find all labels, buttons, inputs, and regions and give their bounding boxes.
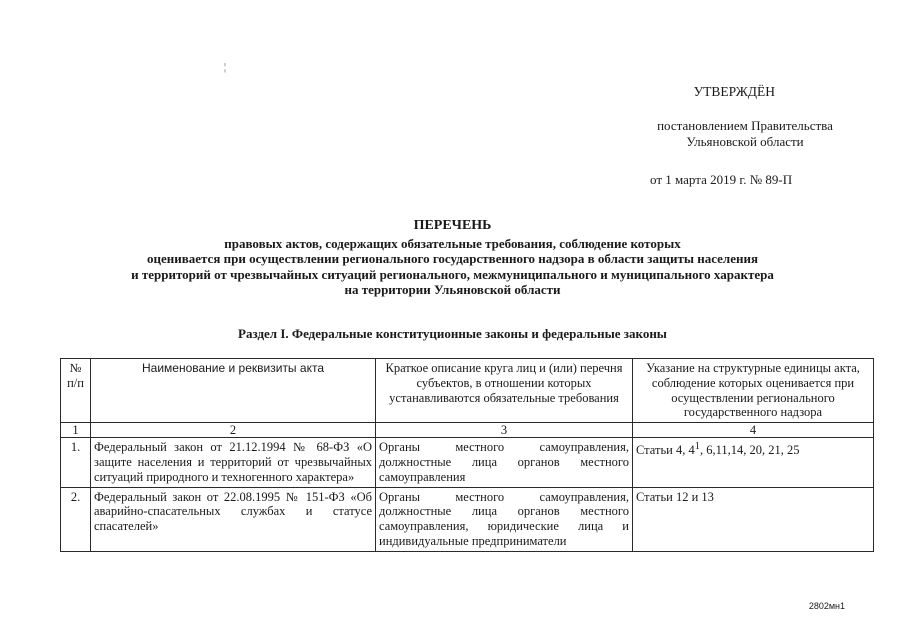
column-number-2: 2	[91, 423, 376, 438]
table-row	[61, 487, 874, 551]
title-main: ПЕРЕЧЕНЬ	[413, 218, 492, 233]
document-stamp: 2802мн1	[808, 601, 845, 611]
column-number-1: 1	[61, 423, 91, 438]
units-superscript: 1	[694, 441, 700, 453]
row-structural-units: Статьи 12 и 13	[633, 487, 874, 551]
header-structural-units: Указание на структурные единицы акта, соблюдение которых оценивается при осуществлении регионального государственного надзора	[633, 359, 874, 423]
row-structural-units	[633, 438, 874, 487]
header-number: № п/п	[61, 359, 91, 423]
acts-table	[60, 358, 874, 552]
approval-date: от 1 марта 2019 г. № 89-П	[650, 172, 793, 187]
row-subjects: Органы местного самоуправления, должностные лица органов местного самоуправления	[376, 438, 633, 487]
row-number: 2.	[61, 487, 91, 551]
column-number-3: 3	[376, 423, 633, 438]
scan-mark: ¦	[224, 62, 227, 73]
title-line-2: оценивается при осуществлении регионального государственного надзора в области защиты населения	[146, 251, 759, 266]
document-title	[40, 218, 865, 298]
column-number-row	[61, 423, 874, 438]
title-line-1: правовых актов, содержащих обязательные требования, соблюдение которых	[224, 235, 681, 251]
row-subjects: Органы местного самоуправления, должностные лица органов местного самоуправления, юридические лица и индивидуальные предприниматели	[376, 487, 633, 551]
title-line-4: на территории Ульяновской области	[344, 282, 561, 297]
row-act: Федеральный закон от 22.08.1995 № 151-ФЗ «Об аварийно-спасательных службах и статусе спасателей»	[91, 487, 376, 551]
approved-heading: УТВЕРЖДЁН	[693, 84, 775, 99]
approved-by-line1: постановлением Правительства	[657, 118, 833, 133]
column-number-4: 4	[633, 423, 874, 438]
approved-by-block	[620, 118, 870, 150]
section-title: Раздел I. Федеральные конституционные законы и федеральные законы	[238, 326, 667, 341]
approved-by-line2: Ульяновской области	[686, 134, 804, 149]
units-suffix: , 6,11,14, 20, 21, 25	[699, 443, 800, 458]
row-number: 1.	[61, 438, 91, 487]
header-act-name: Наименование и реквизиты акта	[91, 359, 376, 423]
header-subjects: Краткое описание круга лиц и (или) перечня субъектов, в отношении которых устанавливаются обязательные требования	[376, 359, 633, 423]
table-header-row	[61, 359, 874, 423]
title-line-3: и территорий от чрезвычайных ситуаций регионального, межмуниципального и муниципального характера	[131, 266, 774, 282]
row-act: Федеральный закон от 21.12.1994 № 68-ФЗ «О защите населения и территорий от чрезвычайных ситуаций природного и техногенного характера»	[91, 438, 376, 487]
table-row	[61, 438, 874, 487]
units-prefix: Статьи 4, 4	[636, 443, 695, 458]
